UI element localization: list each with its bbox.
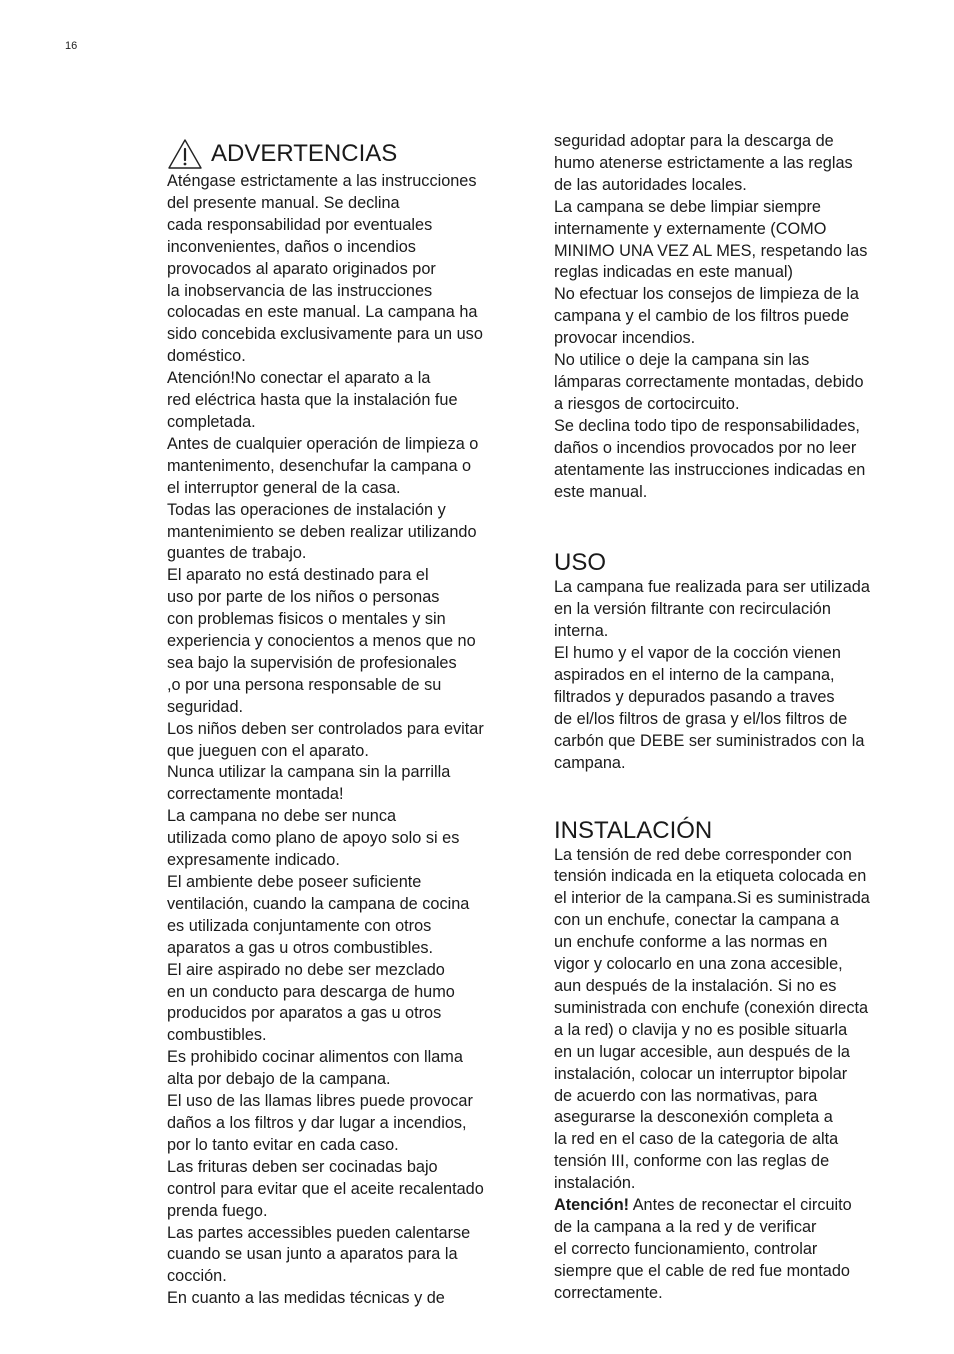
instalacion-line: tensión indicada en la etiqueta colocada en xyxy=(554,867,867,886)
advertencias-line: expresamente indicado. xyxy=(167,851,340,870)
instalacion-line: instalación. xyxy=(554,1174,636,1193)
advertencias-line: ,o por una persona responsable de su xyxy=(167,675,442,694)
advertencias-continued-line: internamente y externamente (COMO xyxy=(554,219,827,238)
instalacion-line: de acuerdo con las normativas, para xyxy=(554,1086,818,1105)
advertencias-line: utilizada como plano de apoyo solo si es xyxy=(167,829,460,848)
instalacion-title: INSTALACIÓN xyxy=(554,816,713,844)
advertencias-line: Los niños deben ser controlados para evitar xyxy=(167,719,484,738)
advertencias-line: alta por debajo de la campana. xyxy=(167,1070,391,1089)
instalacion-attention-line: de la campana a la red y de verificar xyxy=(554,1217,817,1236)
instalacion-line: el interior de la campana.Si es suministrada xyxy=(554,889,870,908)
advertencias-line: Todas las operaciones de instalación y xyxy=(167,500,446,519)
advertencias-line: El uso de las llamas libres puede provocar xyxy=(167,1092,473,1111)
advertencias-line: correctamente montada! xyxy=(167,785,344,804)
instalacion-line: con un enchufe, conectar la campana a xyxy=(554,911,840,930)
left-column xyxy=(167,138,527,1310)
uso-title: USO xyxy=(554,549,607,577)
advertencias-line: sea bajo la supervisión de profesionales xyxy=(167,653,457,672)
instalacion-attention-line: siempre que el cable de red fue montado xyxy=(554,1261,850,1280)
instalacion-line: aun después de la instalación. Si no es xyxy=(554,977,837,995)
advertencias-continued-line: este manual. xyxy=(554,482,648,501)
advertencias-continued-line: Se declina todo tipo de responsabilidades, xyxy=(554,416,860,435)
uso-line: campana. xyxy=(554,753,626,772)
uso-line: aspirados en el interno de la campana, xyxy=(554,666,835,685)
advertencias-line: guantes de trabajo. xyxy=(167,544,307,563)
uso-line: interna. xyxy=(554,622,609,641)
advertencias-continued-line: a riesgos de cortocircuito. xyxy=(554,394,740,413)
advertencias-line: mantenimiento se deben realizar utilizando xyxy=(167,522,477,541)
uso-line: carbón que DEBE ser suministrados con la xyxy=(554,731,865,750)
uso-line: La campana fue realizada para ser utilizada xyxy=(554,578,870,597)
advertencias-line: Antes de cualquier operación de limpieza o xyxy=(167,434,479,453)
advertencias-line: experiencia y conocientos a menos que no xyxy=(167,632,476,651)
advertencias-continued-body xyxy=(554,131,914,503)
advertencias-line: cocción. xyxy=(167,1267,227,1286)
advertencias-continued-line: atentamente las instrucciones indicadas en xyxy=(554,460,866,479)
advertencias-line: ventilación, cuando la campana de cocina xyxy=(167,894,470,913)
advertencias-line: cuando se usan junto a aparatos para la xyxy=(167,1245,458,1264)
advertencias-line: producidos por aparatos a gas u otros xyxy=(167,1004,442,1023)
advertencias-continued-line: No utilice o deje la campana sin las xyxy=(554,351,810,370)
instalacion-attention-line: el correcto funcionamiento, controlar xyxy=(554,1239,818,1258)
instalacion-line: vigor y colocarlo en una zona accesible, xyxy=(554,955,843,974)
advertencias-line: por lo tanto evitar en cada caso. xyxy=(167,1135,399,1154)
advertencias-line: El aire aspirado no debe ser mezclado xyxy=(167,960,445,979)
instalacion-line: un enchufe conforme a las normas en xyxy=(554,933,828,952)
advertencias-continued-line: reglas indicadas en este manual) xyxy=(554,263,793,282)
advertencias-line: uso por parte de los niños o personas xyxy=(167,588,440,607)
advertencias-title: ADVERTENCIAS xyxy=(211,140,398,167)
advertencias-body xyxy=(167,171,527,1310)
instalacion-attention-line: correctamente. xyxy=(554,1283,663,1302)
advertencias-continued-line: daños o incendios provocados por no leer xyxy=(554,438,857,457)
advertencias-heading xyxy=(167,138,527,170)
advertencias-line: seguridad. xyxy=(167,697,244,716)
advertencias-line: doméstico. xyxy=(167,347,246,366)
instalacion-line: en un lugar accesible, aun después de la xyxy=(554,1042,850,1061)
instalacion-body xyxy=(554,845,914,1196)
advertencias-line: Las partes accessibles pueden calentarse xyxy=(167,1223,471,1242)
attention-bold-label: Atención! xyxy=(554,1196,630,1215)
advertencias-continued-line: No efectuar los consejos de limpieza de la xyxy=(554,285,859,304)
advertencias-line: Aténgase estrictamente a las instrucciones xyxy=(167,172,477,190)
instalacion-line: suministrada con enchufe (conexión directa xyxy=(554,998,869,1017)
advertencias-line: mantenimento, desenchufar la campana o xyxy=(167,456,472,475)
advertencias-line: prenda fuego. xyxy=(167,1201,268,1220)
advertencias-line: El ambiente debe poseer suficiente xyxy=(167,873,422,891)
advertencias-line: cada responsabilidad por eventuales xyxy=(167,215,433,234)
instalacion-line: asegurarse la desconexión completa a xyxy=(554,1108,833,1127)
advertencias-line: aparatos a gas u otros combustibles. xyxy=(167,938,434,957)
advertencias-line: El aparato no está destinado para el xyxy=(167,566,429,585)
advertencias-line: combustibles. xyxy=(167,1026,267,1045)
uso-line: de el/los filtros de grasa y el/los filtros de xyxy=(554,709,848,728)
advertencias-line: sido concebida exclusivamente para un uso xyxy=(167,325,483,344)
warning-triangle-icon xyxy=(167,138,203,170)
advertencias-line: inconvenientes, daños o incendios xyxy=(167,237,416,256)
advertencias-continued-line: campana y el cambio de los filtros puede xyxy=(554,307,850,326)
advertencias-line: Nunca utilizar la campana sin la parrilla xyxy=(167,763,451,782)
right-column xyxy=(554,131,914,1305)
advertencias-line: La campana no debe ser nunca xyxy=(167,807,397,826)
advertencias-line: es utilizada conjuntamente con otros xyxy=(167,916,432,935)
uso-line: en la versión filtrante con recirculación xyxy=(554,600,831,619)
advertencias-line: Atención!No conectar el aparato a la xyxy=(167,369,431,388)
advertencias-continued-line: lámparas correctamente montadas, debido xyxy=(554,372,864,391)
advertencias-line: que jueguen con el aparato. xyxy=(167,741,369,760)
advertencias-continued-line: MINIMO UNA VEZ AL MES, respetando las xyxy=(554,241,868,260)
uso-line: El humo y el vapor de la cocción vienen xyxy=(554,644,841,663)
advertencias-line: En cuanto a las medidas técnicas y de xyxy=(167,1289,445,1308)
uso-line: filtrados y depurados pasando a traves xyxy=(554,687,835,706)
advertencias-continued-line: de las autoridades locales. xyxy=(554,175,747,194)
advertencias-line: daños a los filtros y dar lugar a incendios, xyxy=(167,1113,467,1132)
advertencias-line: la inobservancia de las instrucciones xyxy=(167,281,433,300)
advertencias-line: con problemas fisicos o mentales y sin xyxy=(167,610,446,629)
advertencias-continued-line: humo atenerse estrictamente a las reglas xyxy=(554,153,853,172)
advertencias-continued-line: provocar incendios. xyxy=(554,329,696,348)
advertencias-continued-line: seguridad adoptar para la descarga de xyxy=(554,132,834,150)
advertencias-line: el interruptor general de la casa. xyxy=(167,478,401,497)
instalacion-attention-line xyxy=(554,1195,914,1217)
advertencias-line: Las frituras deben ser cocinadas bajo xyxy=(167,1157,438,1176)
advertencias-continued-line: La campana se debe limpiar siempre xyxy=(554,197,821,216)
advertencias-line: en un conducto para descarga de humo xyxy=(167,982,455,1001)
instalacion-line: la red en el caso de la categoria de alta xyxy=(554,1130,839,1149)
uso-heading xyxy=(554,549,914,577)
page-number: 16 xyxy=(65,40,78,52)
instalacion-heading xyxy=(554,817,914,845)
instalacion-line: La tensión de red debe corresponder con xyxy=(554,845,852,864)
advertencias-line: red eléctrica hasta que la instalación fue xyxy=(167,391,458,410)
advertencias-line: colocadas en este manual. La campana ha xyxy=(167,303,478,322)
attention-first-rest: Antes de reconectar el circuito xyxy=(629,1196,852,1215)
uso-body xyxy=(554,577,914,774)
advertencias-line: completada. xyxy=(167,412,256,431)
instalacion-line: tensión III, conforme con las reglas de xyxy=(554,1152,830,1171)
instalacion-line: a la red) o clavija y no es posible situarla xyxy=(554,1020,848,1039)
advertencias-line: del presente manual. Se declina xyxy=(167,193,400,212)
advertencias-line: Es prohibido cocinar alimentos con llama xyxy=(167,1048,463,1067)
instalacion-line: instalación, colocar un interruptor bipolar xyxy=(554,1064,848,1083)
advertencias-line: control para evitar que el aceite recalentado xyxy=(167,1179,484,1198)
instalacion-attention-body xyxy=(554,1217,914,1305)
advertencias-line: provocados al aparato originados por xyxy=(167,259,436,278)
